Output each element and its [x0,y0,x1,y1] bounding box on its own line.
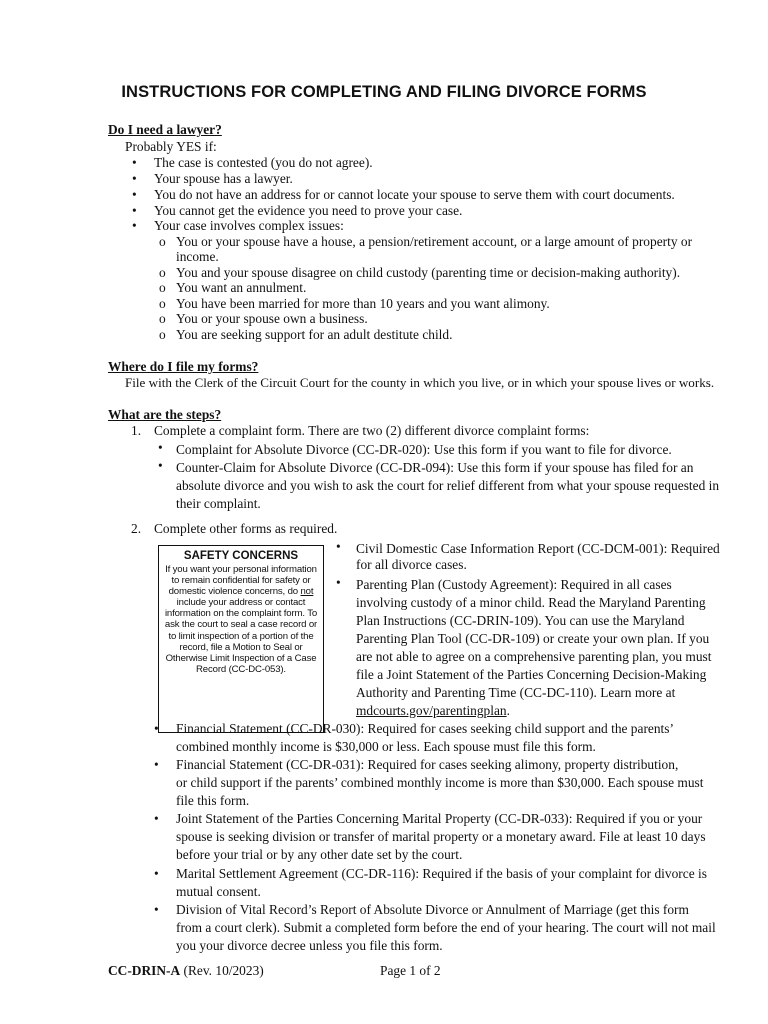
list-item-continuation: combined monthly income is $30,000 or less. Each spouse must file this form. [176,739,596,754]
list-item: Complaint for Absolute Divorce (CC-DR-020): Use this form if you want to file for divorce. [176,442,672,457]
list-item: Division of Vital Record’s Report of Absolute Divorce or Annulment of Marriage (get this form [176,902,689,917]
list-item-continuation: Parenting Plan Tool (CC-DR-109) or create your own plan. If you [356,631,710,646]
list-item-continuation: for all divorce cases. [356,557,467,572]
section-heading-where: Where do I file my forms? [108,359,259,374]
bullet-dot-icon: • [158,440,163,455]
list-item-continuation: absolute divorce and you wish to ask the court for relief different from what your spouse requested in [176,478,720,493]
safety-emphasis-not: not [300,586,314,598]
list-item: Civil Domestic Case Information Report (CC-DCM-001): Required [356,541,720,556]
bullet-dot-icon: • [132,171,137,186]
bullet-dot-icon: • [336,539,341,554]
sub-list-item: You have been married for more than 10 years and you want alimony. [176,296,550,311]
hollow-circle-icon: o [159,265,166,280]
sub-list-item: You or your spouse own a business. [176,311,368,326]
list-item-continuation: involving custody of a minor child. Read the Maryland Parenting [356,595,706,610]
list-item: Financial Statement (CC-DR-030): Required for cases seeking child support and the parents’ [176,721,674,736]
step-number: 2. [131,521,142,536]
step-text: Complete a complaint form. There are two (2) different divorce complaint forms: [154,423,590,438]
bullet-dot-icon: • [154,811,159,826]
bullet-dot-icon: • [132,203,137,218]
list-item-continuation: are not able to agree on a comprehensive parenting plan, you must [356,649,712,664]
list-item: Marital Settlement Agreement (CC-DR-116): Required if the basis of your complaint for divorce is [176,866,707,881]
bullet-dot-icon: • [154,902,159,917]
list-item: The case is contested (you do not agree). [154,155,373,170]
hollow-circle-icon: o [159,234,166,249]
list-item-continuation: Authority and Parenting Time (CC-DC-110). Learn more at [356,685,676,700]
sub-list-item: You and your spouse disagree on child custody (parenting time or decision-making authority). [176,265,681,280]
section-heading-lawyer: Do I need a lawyer? [108,122,222,137]
hollow-circle-icon: o [159,280,166,295]
parenting-plan-link-line [356,703,510,719]
parenting-plan-link[interactable]: mdcourts.gov/parentingplan [356,703,507,718]
list-item-continuation: you your divorce decree unless you file this form. [176,938,443,953]
bullet-dot-icon: • [132,187,137,202]
bullet-dot-icon: • [132,155,137,170]
lawyer-intro: Probably YES if: [125,139,217,154]
bullet-dot-icon: • [154,866,159,881]
list-item: Financial Statement (CC-DR-031): Required for cases seeking alimony, property distribution, [176,757,679,772]
page-title: INSTRUCTIONS FOR COMPLETING AND FILING DIVORCE FORMS [121,83,647,101]
list-item: Joint Statement of the Parties Concerning Marital Property (CC-DR-033): Required if you or your [176,811,703,826]
list-item-continuation: before your trial or by any other date set by the court. [176,847,463,862]
bullet-dot-icon: • [154,721,159,736]
link-period: . [506,703,510,718]
where-text: File with the Clerk of the Circuit Court for the county in which you live, or in which your spouse lives or works. [125,375,715,390]
list-item: You cannot get the evidence you need to prove your case. [154,203,463,218]
list-item-continuation: file this form. [176,793,250,808]
list-item: Parenting Plan (Custody Agreement): Required in all cases [356,577,672,592]
bullet-dot-icon: • [158,458,163,473]
list-item-continuation: mutual consent. [176,884,261,899]
hollow-circle-icon: o [159,296,166,311]
section-heading-steps: What are the steps? [108,407,222,422]
sub-list-item: You or your spouse have a house, a pension/retirement account, or a large amount of property or [176,234,693,249]
bullet-dot-icon: • [132,218,137,233]
list-item-continuation: spouse is seeking division or transfer of marital property or a monetary award. File at least 10 days [176,829,706,844]
step-number: 1. [131,423,142,438]
form-revision: (Rev. 10/2023) [183,963,264,978]
list-item-continuation: file a Joint Statement of the Parties Concerning Decision-Making [356,667,707,682]
safety-concerns-box [158,545,324,733]
sub-list-item: You are seeking support for an adult destitute child. [176,327,453,342]
footer-form-id [108,963,264,979]
list-item-continuation: their complaint. [176,496,261,511]
list-item-continuation: or child support if the parents’ combined monthly income is more than $30,000. Each spouse must [176,775,704,790]
bullet-dot-icon: • [336,575,341,590]
list-item: You do not have an address for or cannot locate your spouse to serve them with court documents. [154,187,675,202]
list-item: Your spouse has a lawyer. [154,171,293,186]
form-id: CC-DRIN-A [108,963,181,978]
list-item: Your case involves complex issues: [154,218,344,233]
sub-list-item-continuation: income. [176,249,219,264]
hollow-circle-icon: o [159,311,166,326]
safety-concerns-title: SAFETY CONCERNS [183,550,299,562]
safety-text-part: If you want your personal information to remain confidential for safety or domestic violence concerns, do [165,564,317,598]
list-item-continuation: from a court clerk). Submit a completed form before the end of your hearing. The court will not mail [176,920,716,935]
page-number: Page 1 of 2 [380,963,441,978]
safety-text-part: include your address or contact information on the complaint form. To ask the court to seal a case record or to limit inspection of a portion of the record, file a Motion to Seal or Otherwise Limit Inspection of a Case Record (CC-DC-053). [164,597,318,675]
step-text: Complete other forms as required. [154,521,338,536]
list-item: Counter-Claim for Absolute Divorce (CC-DR-094): Use this form if your spouse has filed for an [176,460,694,475]
safety-concerns-text [161,564,321,675]
sub-list-item: You want an annulment. [176,280,307,295]
list-item-continuation: Plan Instructions (CC-DRIN-109). You can use the Maryland [356,613,685,628]
bullet-dot-icon: • [154,757,159,772]
hollow-circle-icon: o [159,327,166,342]
